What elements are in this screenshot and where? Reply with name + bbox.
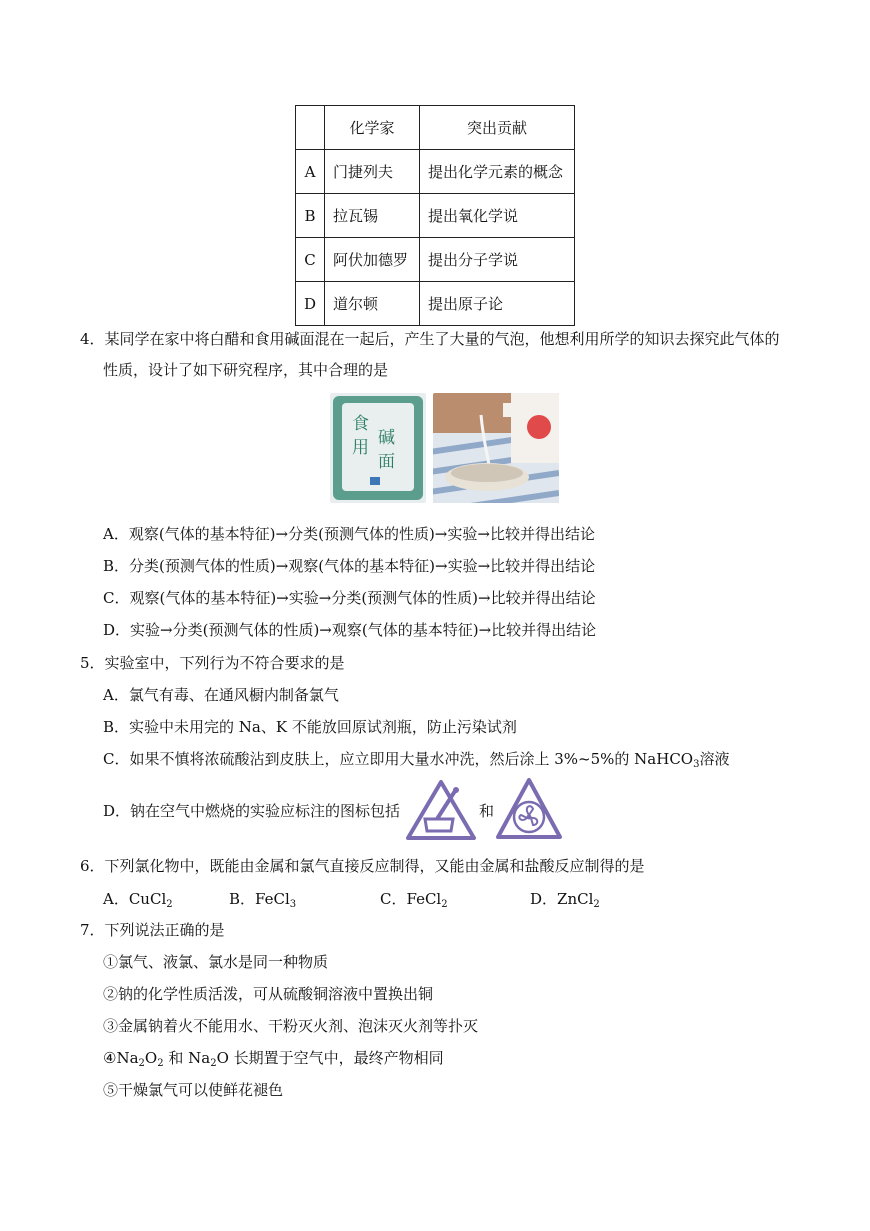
q6-option-d-text: D．ZnCl [530, 890, 594, 908]
q7-stem: 7．下列说法正确的是 [80, 921, 225, 939]
table-cell: 提出原子论 [420, 282, 575, 326]
bag-char: 用 [352, 438, 369, 458]
table-header-row [296, 106, 575, 150]
chemist-table [295, 105, 575, 326]
q4-option-b: B．分类(预测气体的性质)→观察(气体的基本特征)→实验→比较并得出结论 [103, 557, 596, 575]
subscript: 2 [593, 899, 600, 910]
bag-char: 碱 [378, 428, 395, 448]
q4-option-d: D．实验→分类(预测气体的性质)→观察(气体的基本特征)→比较并得出结论 [103, 621, 597, 639]
subscript: 3 [289, 899, 297, 910]
q5-option-d-and: 和 [479, 802, 495, 820]
q6-option-c-text: C．FeCl [380, 890, 442, 908]
q6-option-c [380, 888, 448, 909]
table-cell: 阿伏加德罗 [325, 238, 420, 282]
subscript: 3 [693, 759, 700, 770]
soda-bag-image [330, 393, 426, 503]
q7-statement-3: ③金属钠着火不能用水、干粉灭火剂、泡沫灭火剂等扑灭 [103, 1017, 479, 1035]
q6-option-b [229, 888, 296, 909]
table-cell: 提出分子学说 [420, 238, 575, 282]
bag-char: 食 [352, 414, 369, 434]
table-cell: B [296, 194, 325, 238]
table-header-cell [296, 106, 325, 150]
q5-option-b: B．实验中未用完的 Na、K 不能放回原试剂瓶，防止污染试剂 [103, 718, 517, 736]
q5-stem: 5．实验室中，下列行为不符合要求的是 [80, 654, 345, 672]
q4-stem-line1: 4．某同学在家中将白醋和食用碱面混在一起后，产生了大量的气泡，他想利用所学的知识去探究此气体的 [80, 330, 780, 348]
q7-statement-5: ⑤干燥氯气可以使鲜花褪色 [103, 1081, 284, 1099]
table-header-cell: 突出贡献 [420, 106, 575, 150]
ventilation-fan-icon [495, 777, 563, 841]
table-cell: D [296, 282, 325, 326]
subscript: 2 [441, 899, 448, 910]
table-row [296, 238, 575, 282]
heating-warning-icon [405, 779, 477, 841]
bag-char: 面 [378, 452, 395, 472]
table-row [296, 194, 575, 238]
q5-option-c [103, 749, 730, 769]
q7-statement-2: ②钠的化学性质活泼，可从硫酸铜溶液中置换出铜 [103, 985, 434, 1003]
q4-stem-line2: 性质，设计了如下研究程序，其中合理的是 [103, 361, 389, 379]
q5-option-c-tail: 溶液 [699, 750, 730, 768]
subscript: 2 [157, 1058, 164, 1069]
q7-s4-part: 长期置于空气中，最终产物相同 [228, 1049, 444, 1067]
table-row [296, 150, 575, 194]
q7-s4-part: O [144, 1049, 158, 1067]
q5-option-d: D．钠在空气中燃烧的实验应标注的图标包括 [103, 802, 401, 820]
table-cell: 提出化学元素的概念 [420, 150, 575, 194]
table-cell: C [296, 238, 325, 282]
q7-statement-1: ①氯气、液氯、氯水是同一种物质 [103, 953, 329, 971]
q6-stem: 6．下列氯化物中，既能由金属和氯气直接反应制得，又能由金属和盐酸反应制得的是 [80, 857, 645, 875]
q6-option-b-text: B．FeCl [229, 890, 290, 908]
table-row [296, 282, 575, 326]
q7-s4-part: ④Na [103, 1049, 139, 1067]
subscript: 2 [166, 899, 173, 910]
q7-s4-part: 和 Na [163, 1049, 211, 1067]
vinegar-bowl-image [433, 393, 559, 503]
q7-statement-4 [103, 1048, 444, 1068]
q6-option-a-text: A．CuCl [103, 890, 167, 908]
table-cell: A [296, 150, 325, 194]
q5-option-a: A．氯气有毒、在通风橱内制备氯气 [103, 686, 339, 704]
table-cell: 提出氧化学说 [420, 194, 575, 238]
q4-option-c: C．观察(气体的基本特征)→实验→分类(预测气体的性质)→比较并得出结论 [103, 589, 596, 607]
q7-s4-part: O [216, 1049, 229, 1067]
subscript: 2 [138, 1058, 145, 1069]
subscript: 2 [210, 1058, 217, 1069]
table-header-cell: 化学家 [325, 106, 420, 150]
q5-option-c-text: C．如果不慎将浓硫酸沾到皮肤上，应立即用大量水冲洗，然后涂上 3%~5%的 NaHCO [103, 750, 694, 768]
q6-option-a [103, 888, 173, 909]
table-cell: 道尔顿 [325, 282, 420, 326]
table-cell: 门捷列夫 [325, 150, 420, 194]
q4-option-a: A．观察(气体的基本特征)→分类(预测气体的性质)→实验→比较并得出结论 [103, 525, 595, 543]
table-cell: 拉瓦锡 [325, 194, 420, 238]
q6-option-d [530, 888, 600, 909]
